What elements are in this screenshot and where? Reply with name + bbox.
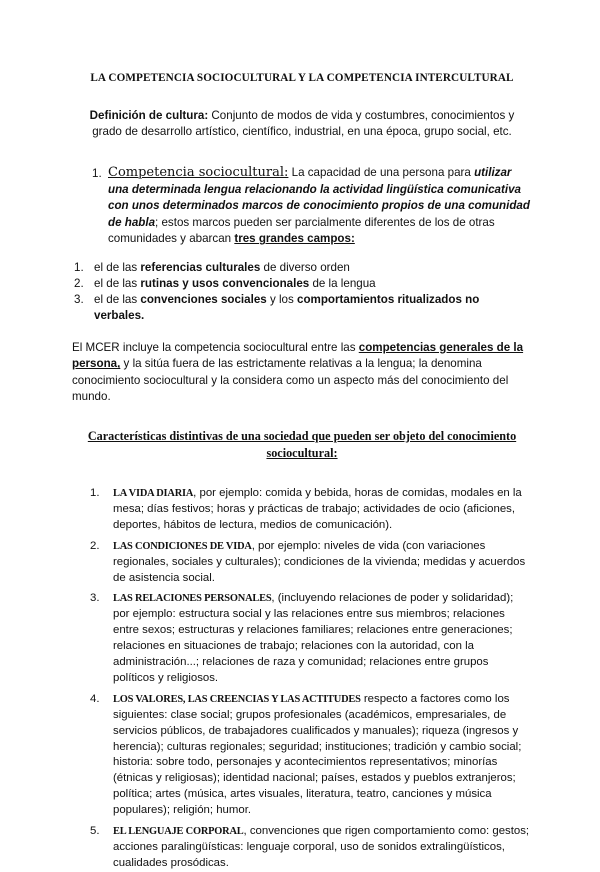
item-number: 4.	[90, 692, 100, 705]
item-bold: rutinas y usos convencionales	[140, 276, 310, 290]
item-number: 3.	[74, 292, 84, 306]
item-bold: convenciones sociales	[140, 292, 267, 306]
competence-text-1: La capacidad de una persona para	[288, 166, 475, 179]
fields-list	[72, 260, 532, 324]
list-item	[72, 260, 532, 276]
item-text: respecto a factores como los siguientes: clase social; grupos profesionales (académicos, empresariales, de servicios públicos, de trabajadores cualificados y manuales); riqueza (ingresos y herencia); culturas regionales; seguridad; instituciones; tradición y cambio social; historia: sobre todo, personajes y acontecimientos representativos; minorías (étnicas y religiosas); identidad nacional; países, estados y pueblos extranjeros; política; artes (música, artes visuales, literatura, teatro, canciones y música populares); religión; humor.	[113, 692, 522, 817]
definition-label: Definición de cultura:	[89, 109, 209, 122]
section-subheading: Características distintivas de una sociedad que pueden ser objeto del conocimiento sociocultural:	[87, 428, 517, 460]
item-text: de diverso orden	[260, 260, 350, 274]
item-key: LAS CONDICIONES DE VIDA	[113, 540, 252, 552]
item-text: el de las	[94, 276, 141, 290]
item-text: , convenciones que rigen comportamiento como: gestos; acciones paralingüísticas: lenguaje corporal, uso de sonidos extralingüísticos, cualidades prosódicas.	[113, 825, 530, 869]
item-key: LAS RELACIONES PERSONALES	[113, 593, 272, 605]
item-text: el de las	[94, 292, 141, 306]
sociocultural-competence-item	[92, 165, 532, 248]
competence-heading: Competencia sociocultural:	[108, 165, 289, 180]
item-key: LA VIDA DIARIA	[113, 487, 194, 499]
list-item	[72, 292, 532, 324]
fields-label: tres grandes campos:	[234, 232, 355, 246]
competence-text-2: ; estos marcos pueden ser parcialmente diferentes de los de otras comunidades y abarcan	[108, 215, 495, 246]
definition-text: Conjunto de modos de vida y costumbres, conocimientos y grado de desarrollo artístico, científico, industrial, en una época, grupo social, etc.	[92, 109, 515, 138]
list-item	[72, 539, 532, 587]
item-number: 3.	[90, 592, 100, 605]
item-number: 1.	[90, 486, 100, 499]
list-item	[72, 276, 532, 292]
mcer-paragraph	[72, 340, 532, 406]
mcer-text-2: y la sitúa fuera de las estrictamente relativas a la lengua; la denomina conocimiento sociocultural y la considera como un aspecto más del conocimiento del mundo.	[72, 357, 509, 404]
item-bold: comportamientos ritualizados no verbales.	[94, 292, 480, 322]
list-item	[72, 692, 532, 819]
characteristics-list	[72, 486, 532, 872]
item-text: de la lengua	[309, 276, 376, 290]
item-number: 1.	[74, 260, 84, 274]
item-text: , por ejemplo: comida y bebida, horas de comidas, modales en la mesa; días festivos; horas y prácticas de trabajo; actividades de ocio (aficiones, deportes, hábitos de lectura, medios de comunicación).	[113, 486, 522, 531]
item-number: 2.	[74, 276, 84, 290]
item-text: , (incluyendo relaciones de poder y solidaridad); por ejemplo: estructura social y las relaciones entre sus miembros; relaciones entre sexos; estructuras y relaciones familiares; relaciones entre generaciones; relaciones en situaciones de trabajo; relaciones con la autoridad, con la administración...; relaciones de raza y comunidad; relaciones entre grupos políticos y religiosos.	[113, 592, 514, 684]
item-number: 2.	[90, 539, 100, 552]
list-item	[72, 486, 532, 534]
mcer-emphasis: competencias generales de la persona,	[72, 340, 524, 371]
competence-emphasis: utilizar una determinada lengua relacionando la actividad lingüística comunicativa con unos determinados marcos de conocimiento propios de una comunidad de habla	[108, 166, 530, 229]
item-key: LOS VALORES, LAS CREENCIAS Y LAS ACTITUDES	[113, 693, 361, 705]
culture-definition	[76, 108, 528, 140]
item-number: 5.	[90, 825, 100, 838]
item-text: y los	[266, 292, 297, 306]
item-text: el de las	[94, 260, 141, 274]
item-number: 1.	[92, 167, 102, 180]
document-title: LA COMPETENCIA SOCIOCULTURAL Y LA COMPETENCIA INTERCULTURAL	[90, 72, 514, 84]
item-bold: referencias culturales	[140, 260, 261, 274]
item-key: EL LENGUAJE CORPORAL	[113, 826, 244, 838]
list-item	[72, 591, 532, 686]
item-text: , por ejemplo: niveles de vida (con variaciones regionales, sociales y culturales); condiciones de la vivienda; medidas y acuerdos de asistencia social.	[113, 539, 526, 584]
mcer-text-1: El MCER incluye la competencia sociocultural entre las	[72, 340, 359, 354]
